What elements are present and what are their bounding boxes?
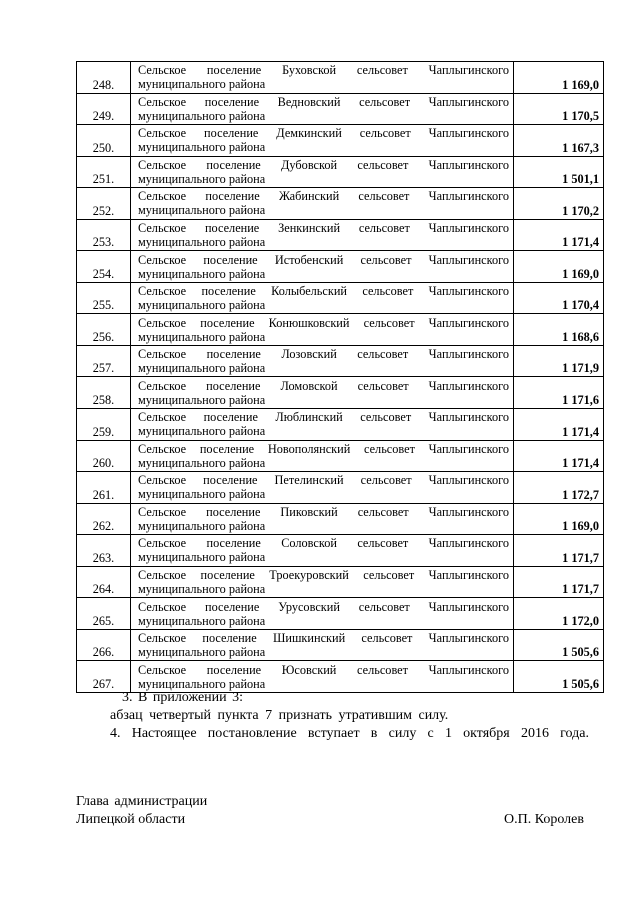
amount-value: 1 169,0 <box>514 251 604 283</box>
row-number: 260. <box>77 440 131 472</box>
table-row <box>77 282 604 314</box>
table-row <box>77 377 604 409</box>
row-number: 261. <box>77 472 131 504</box>
settlement-name: Сельское поселение Жабинский сельсовет Чаплыгинского муниципального района <box>138 189 509 218</box>
settlement-name: Сельское поселение Истобенский сельсовет Чаплыгинского муниципального района <box>138 252 509 281</box>
row-number: 258. <box>77 377 131 409</box>
amount-value: 1 171,6 <box>514 377 604 409</box>
paragraph-point-7: абзац четвертый пункта 7 признать утратившим силу. <box>110 708 449 723</box>
settlement-name-cell <box>131 440 514 472</box>
settlement-name: Сельское поселение Буховской сельсовет Чаплыгинского муниципального района <box>138 63 509 92</box>
amount-value: 1 172,7 <box>514 472 604 504</box>
table-row <box>77 156 604 188</box>
amount-value: 1 505,6 <box>514 629 604 661</box>
table-row <box>77 219 604 251</box>
amount-value: 1 168,6 <box>514 314 604 346</box>
settlement-name: Сельское поселение Лозовский сельсовет Чаплыгинского муниципального района <box>138 347 509 376</box>
table-row <box>77 661 604 693</box>
table-row <box>77 125 604 157</box>
settlement-name: Сельское поселение Зенкинский сельсовет Чаплыгинского муниципального района <box>138 221 509 249</box>
settlement-name: Сельское поселение Ломовской сельсовет Чаплыгинского муниципального района <box>138 378 509 407</box>
settlement-name: Сельское поселение Ведновский сельсовет Чаплыгинского муниципального района <box>138 94 509 123</box>
settlement-name: Сельское поселение Демкинский сельсовет Чаплыгинского муниципального района <box>138 126 509 155</box>
row-number: 262. <box>77 503 131 535</box>
table-row <box>77 629 604 661</box>
settlement-name: Сельское поселение Урусовский сельсовет Чаплыгинского муниципального района <box>138 599 509 628</box>
settlement-name-cell <box>131 535 514 567</box>
table-body <box>77 62 604 693</box>
row-number: 264. <box>77 566 131 598</box>
table-row <box>77 440 604 472</box>
row-number: 266. <box>77 629 131 661</box>
settlement-name: Сельское поселение Дубовской сельсовет Чаплыгинского муниципального района <box>138 157 509 186</box>
settlement-name: Сельское поселение Шишкинский сельсовет Чаплыгинского муниципального района <box>138 631 509 660</box>
amount-value: 1 169,0 <box>514 503 604 535</box>
row-number: 254. <box>77 251 131 283</box>
amount-value: 1 171,9 <box>514 345 604 377</box>
table-row <box>77 314 604 346</box>
settlement-name-cell <box>131 661 514 693</box>
row-number: 255. <box>77 282 131 314</box>
table-row <box>77 251 604 283</box>
table-row <box>77 409 604 441</box>
amount-value: 1 167,3 <box>514 125 604 157</box>
row-number: 248. <box>77 62 131 94</box>
settlement-name-cell <box>131 251 514 283</box>
settlement-name-cell <box>131 377 514 409</box>
signature-title-line1: Глава администрации <box>76 794 208 809</box>
settlement-name-cell <box>131 156 514 188</box>
settlement-name: Сельское поселение Юсовский сельсовет Чаплыгинского муниципального района <box>138 662 509 691</box>
amount-value: 1 505,6 <box>514 661 604 693</box>
settlement-name-cell <box>131 188 514 220</box>
amount-value: 1 171,4 <box>514 440 604 472</box>
settlement-name-cell <box>131 345 514 377</box>
settlement-name: Сельское поселение Люблинский сельсовет Чаплыгинского муниципального района <box>138 410 509 439</box>
table-row <box>77 345 604 377</box>
settlement-name: Сельское поселение Пиковский сельсовет Чаплыгинского муниципального района <box>138 504 509 533</box>
settlement-name-cell <box>131 62 514 94</box>
table-row <box>77 472 604 504</box>
settlement-name-cell <box>131 93 514 125</box>
table-row <box>77 62 604 94</box>
settlement-name-cell <box>131 409 514 441</box>
amount-value: 1 171,4 <box>514 219 604 251</box>
row-number: 249. <box>77 93 131 125</box>
table-row <box>77 188 604 220</box>
settlement-name-cell <box>131 282 514 314</box>
table-row <box>77 93 604 125</box>
row-number: 256. <box>77 314 131 346</box>
settlement-name-cell <box>131 314 514 346</box>
settlement-name-cell <box>131 566 514 598</box>
row-number: 267. <box>77 661 131 693</box>
settlement-name-cell <box>131 503 514 535</box>
row-number: 259. <box>77 409 131 441</box>
row-number: 251. <box>77 156 131 188</box>
row-number: 253. <box>77 219 131 251</box>
settlement-name-cell <box>131 219 514 251</box>
amount-value: 1 171,7 <box>514 535 604 567</box>
settlements-table <box>76 61 604 693</box>
amount-value: 1 171,4 <box>514 409 604 441</box>
settlement-name-cell <box>131 629 514 661</box>
paragraph-appendix-3: 3. В приложении 3: <box>122 690 244 705</box>
table-row <box>77 566 604 598</box>
row-number: 257. <box>77 345 131 377</box>
settlement-name: Сельское поселение Конюшковский сельсовет Чаплыгинского муниципального района <box>138 315 509 344</box>
paragraph-effective-date: 4. Настоящее постановление вступает в силу с 1 октября 2016 года. <box>110 726 589 741</box>
amount-value: 1 170,5 <box>514 93 604 125</box>
row-number: 252. <box>77 188 131 220</box>
row-number: 250. <box>77 125 131 157</box>
amount-value: 1 170,4 <box>514 282 604 314</box>
settlement-name-cell <box>131 125 514 157</box>
settlement-name-cell <box>131 472 514 504</box>
row-number: 263. <box>77 535 131 567</box>
settlement-name-cell <box>131 598 514 630</box>
amount-value: 1 501,1 <box>514 156 604 188</box>
table-row <box>77 503 604 535</box>
amount-value: 1 169,0 <box>514 62 604 94</box>
settlement-name: Сельское поселение Петелинский сельсовет Чаплыгинского муниципального района <box>138 473 509 502</box>
amount-value: 1 172,0 <box>514 598 604 630</box>
amount-value: 1 171,7 <box>514 566 604 598</box>
amount-value: 1 170,2 <box>514 188 604 220</box>
table-row <box>77 598 604 630</box>
signature-title-line2: Липецкой области <box>76 812 186 827</box>
settlement-name: Сельское поселение Соловской сельсовет Чаплыгинского муниципального района <box>138 536 509 565</box>
signature-name: О.П. Королев <box>504 812 584 827</box>
settlement-name: Сельское поселение Колыбельский сельсовет Чаплыгинского муниципального района <box>138 284 509 313</box>
settlement-name: Сельское поселение Новополянский сельсовет Чаплыгинского муниципального района <box>138 441 509 470</box>
row-number: 265. <box>77 598 131 630</box>
table-row <box>77 535 604 567</box>
settlement-name: Сельское поселение Троекуровский сельсовет Чаплыгинского муниципального района <box>138 568 509 597</box>
